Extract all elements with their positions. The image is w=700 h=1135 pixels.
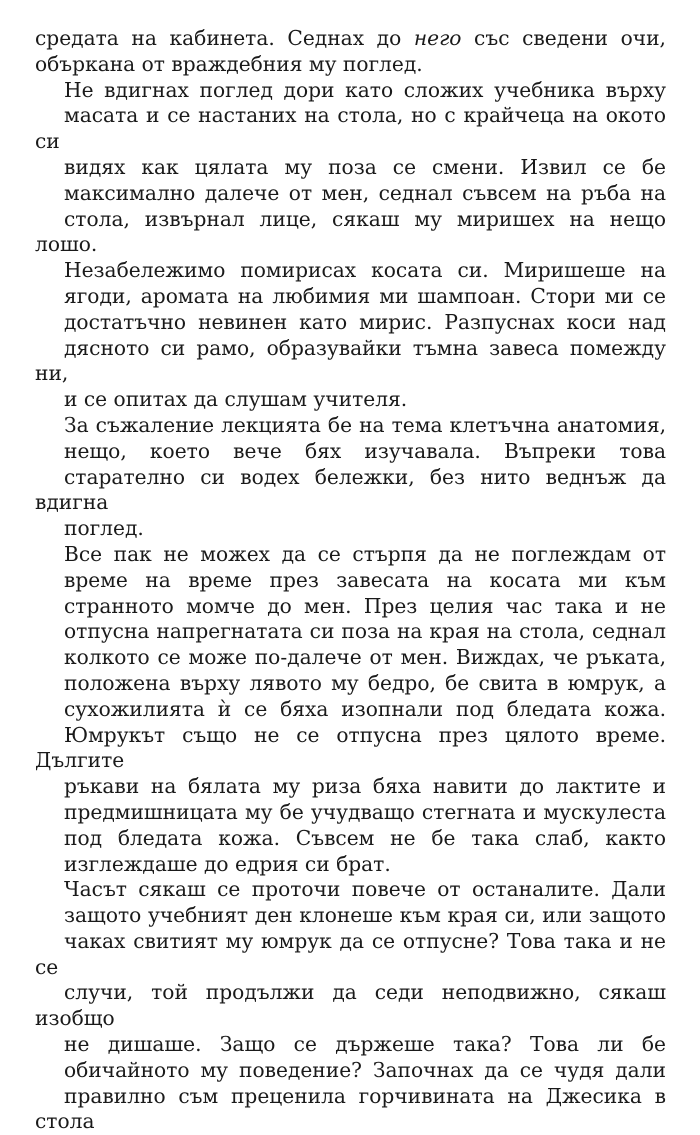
text-run: нещо, което вече бях изучавала. Въпреки това <box>64 438 666 463</box>
text-line <box>35 697 666 723</box>
text-run: със сведени очи, <box>461 26 666 50</box>
text-run: изглеждаше до едрия си брат. <box>64 851 391 876</box>
text-line <box>35 103 666 155</box>
text-run: ягоди, аромата на любимия ми шампоан. Стори ми се <box>64 283 666 308</box>
text-line <box>35 413 666 439</box>
text-line <box>35 336 666 388</box>
text-run: масата и се настаних на стола, но с крайчеца на окото си <box>35 103 666 154</box>
text-run: Часът сякаш се проточи повече от останалите. Дали <box>64 877 666 902</box>
text-line <box>35 877 666 903</box>
text-run: За съжаление лекцията бе на тема клетъчна анатомия, <box>64 412 666 437</box>
text-line <box>35 1058 666 1084</box>
text-line <box>35 52 666 78</box>
paragraph <box>35 877 666 1135</box>
text-line <box>35 1032 666 1058</box>
text-line <box>35 774 666 800</box>
text-run: време на време през завесата на косата ми към <box>64 567 666 592</box>
text-line <box>35 645 666 671</box>
text-run: Незабележимо помирисах косата си. Миришеше на <box>64 258 666 283</box>
text-line <box>35 619 666 645</box>
text-line <box>35 903 666 929</box>
text-run: обичайното му поведение? Започнах да се чудя дали <box>64 1057 666 1082</box>
text-line <box>35 207 666 259</box>
text-run: странното момче до мен. През целия час така и не <box>64 593 666 618</box>
text-line <box>35 1084 666 1135</box>
text-run: колкото се може по-далече от мен. Виждах, че ръката, <box>64 645 666 670</box>
paragraph <box>35 413 666 542</box>
document-page <box>35 26 666 1135</box>
text-line <box>35 542 666 568</box>
text-line <box>35 181 666 207</box>
text-run: Юмрукът също не се отпусна през цялото време. Дългите <box>35 722 666 773</box>
text-line <box>35 671 666 697</box>
text-run: защото учебният ден клонеше към края си, или защото <box>64 903 666 928</box>
text-line <box>35 465 666 517</box>
text-line <box>35 258 666 284</box>
text-run: максимално далече от мен, седнал съвсем на ръба на <box>64 180 666 205</box>
text-run: Все пак не можех да се стърпя да не поглеждам от <box>64 541 666 566</box>
text-line <box>35 387 666 413</box>
text-run: достатъчно невинен като мирис. Разпуснах коси над <box>64 309 666 334</box>
paragraph <box>35 542 666 877</box>
text-run: правилно съм преценила горчивината на Джесика в стола <box>35 1083 666 1134</box>
paragraph <box>35 26 666 78</box>
text-run: объркана от враждебния му поглед. <box>35 51 423 76</box>
paragraph <box>35 78 666 413</box>
text-run: не дишаше. Защо се държеше така? Това ли бе <box>64 1032 666 1057</box>
text-run: отпусна напрегнатата си поза на края на стола, седнал <box>64 619 666 644</box>
text-run: стола, извърнал лице, сякаш му миришех на нещо лошо. <box>35 206 666 257</box>
text-run: ръкави на бялата му риза бяха навити до лактите и <box>64 774 666 799</box>
text-run: случи, той продължи да седи неподвижно, сякаш изобщо <box>35 980 666 1031</box>
text-line <box>35 310 666 336</box>
text-line <box>35 800 666 826</box>
text-run: предмишницата му бе учудващо стегната и мускулеста <box>64 799 666 824</box>
text-line <box>35 852 666 878</box>
text-run: средата на кабинета. Седнах до <box>35 26 414 50</box>
text-run: и се опитах да слушам учителя. <box>64 387 408 412</box>
text-line <box>35 594 666 620</box>
text-line <box>35 26 666 52</box>
text-run: поглед. <box>64 516 144 541</box>
text-line <box>35 78 666 104</box>
text-run: дясното си рамо, образувайки тъмна завеса помежду ни, <box>35 335 666 386</box>
text-line <box>35 439 666 465</box>
text-run: видях как цялата му поза се смени. Извил се бе <box>64 154 666 179</box>
text-run: Не вдигнах поглед дори като сложих учебника върху <box>64 77 666 102</box>
text-run: положена върху лявото му бедро, бе свита в юмрук, а <box>64 670 666 695</box>
text-line <box>35 723 666 775</box>
text-line <box>35 284 666 310</box>
text-line <box>35 516 666 542</box>
text-line <box>35 155 666 181</box>
text-run: чаках свитият му юмрук да се отпусне? Това така и не се <box>35 928 666 979</box>
text-line <box>35 929 666 981</box>
text-line <box>35 980 666 1032</box>
text-run: старателно си водех бележки, без нито веднъж да вдигна <box>35 464 666 515</box>
text-line <box>35 826 666 852</box>
italic-text: него <box>413 26 462 50</box>
text-line <box>35 568 666 594</box>
text-run: сухожилията ѝ се бяха изопнали под бледата кожа. <box>64 696 666 721</box>
text-run: под бледата кожа. Съвсем не бе така слаб, както <box>64 825 666 850</box>
